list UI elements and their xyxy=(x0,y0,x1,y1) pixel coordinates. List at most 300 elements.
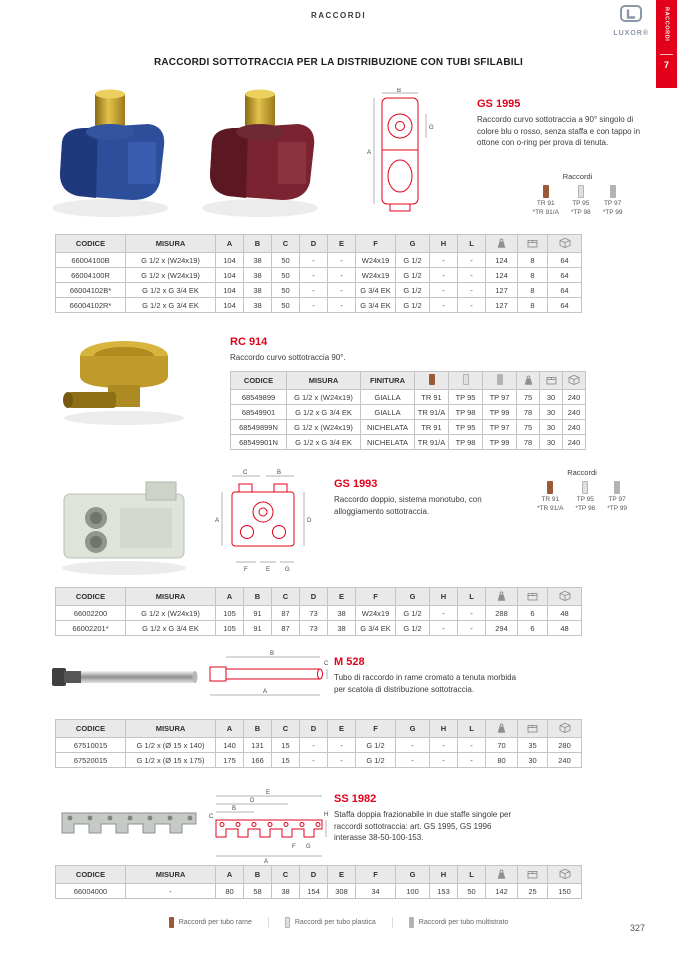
table-cell: W24x19 xyxy=(356,253,396,268)
table-cell: 105 xyxy=(216,606,244,621)
column-header: CODICE xyxy=(56,866,126,884)
table-cell: 150 xyxy=(548,884,582,899)
table-cell: - xyxy=(430,268,458,283)
table-cell: 8 xyxy=(518,268,548,283)
table-cell: - xyxy=(300,283,328,298)
column-header: L xyxy=(458,588,486,606)
brand-name: LUXOR® xyxy=(613,30,649,37)
table-cell: 38 xyxy=(244,298,272,313)
tube-multistrato-icon xyxy=(610,185,616,198)
legend-item-rame: Raccordi per tubo rame xyxy=(153,917,268,928)
rc914-spec-table xyxy=(230,371,586,450)
table-cell: 105 xyxy=(216,621,244,636)
table-cell: G 1/2 x G 3/4 EK xyxy=(126,283,216,298)
tube-multistrato-icon xyxy=(614,481,620,494)
table-cell: - xyxy=(396,753,430,768)
table-cell: 75 xyxy=(517,420,540,435)
legend-item-plastica: Raccordi per tubo plastica xyxy=(268,917,392,928)
product-photo-m528 xyxy=(48,648,203,706)
svg-text:G: G xyxy=(285,567,290,572)
column-header: D xyxy=(300,235,328,253)
weight-icon xyxy=(486,588,518,606)
column-header: CODICE xyxy=(56,235,126,253)
svg-text:B: B xyxy=(232,806,237,812)
column-header: D xyxy=(300,720,328,738)
column-header: C xyxy=(272,720,300,738)
table-cell: 66004000 xyxy=(56,884,126,899)
table-cell: 104 xyxy=(216,253,244,268)
carton-icon xyxy=(548,866,582,884)
technical-drawing-m528 xyxy=(204,645,332,707)
table-row xyxy=(56,753,582,768)
svg-text:B: B xyxy=(277,470,282,476)
column-header: L xyxy=(458,866,486,884)
table-cell: G 1/2 x (W24x19) xyxy=(126,606,216,621)
column-header: L xyxy=(458,720,486,738)
table-cell: 131 xyxy=(244,738,272,753)
raccordi-title: Raccordi xyxy=(567,468,597,477)
table-cell: G 1/2 xyxy=(396,606,430,621)
table-cell: 73 xyxy=(300,606,328,621)
table-cell: - xyxy=(458,253,486,268)
table-cell: 38 xyxy=(244,268,272,283)
product-description-rc914: Raccordo curvo sottotraccia 90°. xyxy=(230,353,346,362)
column-header: H xyxy=(430,588,458,606)
table-cell: 38 xyxy=(328,606,356,621)
table-cell: - xyxy=(458,606,486,621)
table-row xyxy=(56,298,582,313)
page-header: RACCORDI xyxy=(310,11,367,20)
table-cell: 78 xyxy=(517,435,540,450)
weight-icon xyxy=(517,372,540,390)
tube-rame-icon xyxy=(543,185,549,198)
table-cell: TR 91/A xyxy=(415,435,449,450)
table-cell: 175 xyxy=(216,753,244,768)
table-cell: G 1/2 x G 3/4 EK xyxy=(287,435,361,450)
column-header: B xyxy=(244,866,272,884)
table-cell: 140 xyxy=(216,738,244,753)
table-cell: TR 91 xyxy=(415,420,449,435)
column-header: D xyxy=(300,588,328,606)
page-title: RACCORDI SOTTOTRACCIA PER LA DISTRIBUZIONE CON TUBI SFILABILI xyxy=(153,57,524,68)
column-header: B xyxy=(244,235,272,253)
table-cell: 240 xyxy=(563,435,586,450)
svg-text:C: C xyxy=(209,814,214,820)
table-cell: 64 xyxy=(548,253,582,268)
tube-multistrato-icon xyxy=(483,372,517,390)
table-cell: 67510015 xyxy=(56,738,126,753)
svg-text:B: B xyxy=(397,88,402,94)
svg-text:A: A xyxy=(215,518,220,524)
column-header: G xyxy=(396,235,430,253)
column-header: F xyxy=(356,866,396,884)
table-row xyxy=(56,253,582,268)
table-cell: 166 xyxy=(244,753,272,768)
table-cell: NICHELATA xyxy=(361,435,415,450)
table-cell: 50 xyxy=(272,253,300,268)
column-header: G xyxy=(396,588,430,606)
table-cell: 30 xyxy=(540,420,563,435)
carton-icon xyxy=(548,235,582,253)
tube-plastica-icon xyxy=(578,185,584,198)
table-cell: G 1/2 xyxy=(356,753,396,768)
table-cell: 15 xyxy=(272,738,300,753)
table-cell: G 1/2 x G 3/4 EK xyxy=(287,405,361,420)
table-cell: - xyxy=(328,253,356,268)
table-cell: 294 xyxy=(486,621,518,636)
raccordi-item: TR 91 *TR 91/A xyxy=(537,481,563,514)
table-cell: 70 xyxy=(486,738,518,753)
column-header: B xyxy=(244,720,272,738)
box-icon xyxy=(518,720,548,738)
table-cell: - xyxy=(430,253,458,268)
column-header: CODICE xyxy=(231,372,287,390)
column-header: E xyxy=(328,720,356,738)
table-cell: 58 xyxy=(244,884,272,899)
product-photo-gs1995-red xyxy=(186,86,334,224)
table-cell: TP 97 xyxy=(483,390,517,405)
table-cell: 66002200 xyxy=(56,606,126,621)
table-cell: TP 99 xyxy=(483,435,517,450)
box-icon xyxy=(540,372,563,390)
column-header: MISURA xyxy=(126,235,216,253)
raccordi-item: TP 95 *TP 98 xyxy=(571,185,591,218)
table-row xyxy=(231,405,586,420)
product-photo-rc914 xyxy=(50,330,198,428)
table-cell: 68549899 xyxy=(231,390,287,405)
technical-drawing-gs1993 xyxy=(212,468,314,572)
table-cell: 127 xyxy=(486,283,518,298)
ss1982-spec-table xyxy=(55,865,582,899)
product-photo-gs1995-blue xyxy=(36,86,184,224)
table-header-row xyxy=(56,235,582,253)
tube-multistrato-icon xyxy=(409,917,414,928)
table-cell: 34 xyxy=(356,884,396,899)
table-cell: TP 95 xyxy=(449,390,483,405)
table-header-row xyxy=(56,588,582,606)
table-row xyxy=(56,606,582,621)
table-cell: - xyxy=(300,738,328,753)
table-cell: 153 xyxy=(430,884,458,899)
table-cell: G 1/2 xyxy=(356,738,396,753)
gs1993-spec-table xyxy=(55,587,582,636)
raccordi-title: Raccordi xyxy=(562,172,593,181)
table-cell: TP 99 xyxy=(483,405,517,420)
svg-text:F: F xyxy=(292,844,296,850)
product-photo-gs1993 xyxy=(50,468,198,578)
table-cell: 91 xyxy=(244,621,272,636)
table-cell: TR 91/A xyxy=(415,405,449,420)
table-cell: 30 xyxy=(540,405,563,420)
tube-rame-icon xyxy=(169,917,174,928)
table-cell: G 1/2 x (Ø 15 x 175) xyxy=(126,753,216,768)
svg-text:C: C xyxy=(324,661,329,667)
table-cell: 15 xyxy=(272,753,300,768)
table-cell: 78 xyxy=(517,405,540,420)
table-cell: - xyxy=(458,283,486,298)
column-header: MISURA xyxy=(126,588,216,606)
table-cell: 73 xyxy=(300,621,328,636)
table-cell: 25 xyxy=(518,884,548,899)
column-header: E xyxy=(328,588,356,606)
table-row xyxy=(56,738,582,753)
table-cell: 67520015 xyxy=(56,753,126,768)
product-code-rc914: RC 914 xyxy=(230,336,268,348)
table-cell: TP 95 xyxy=(449,420,483,435)
table-cell: - xyxy=(300,253,328,268)
table-cell: G 1/2 x (W24x19) xyxy=(287,390,361,405)
legend xyxy=(0,917,677,928)
table-cell: - xyxy=(430,738,458,753)
table-cell: - xyxy=(430,283,458,298)
box-icon xyxy=(518,866,548,884)
table-row xyxy=(56,283,582,298)
tube-plastica-icon xyxy=(582,481,588,494)
column-header: A xyxy=(216,588,244,606)
legend-item-multistrato: Raccordi per tubo multistrato xyxy=(392,917,524,928)
svg-text:H: H xyxy=(324,812,329,818)
svg-text:E: E xyxy=(266,567,271,572)
m528-spec-table xyxy=(55,719,582,768)
table-cell: 142 xyxy=(486,884,518,899)
table-cell: W24x19 xyxy=(356,606,396,621)
product-code-ss1982: SS 1982 xyxy=(334,793,377,805)
table-cell: 50 xyxy=(458,884,486,899)
product-info-rc914 xyxy=(230,336,560,364)
table-cell: 80 xyxy=(486,753,518,768)
table-cell: - xyxy=(458,621,486,636)
table-cell: 64 xyxy=(548,268,582,283)
table-cell: - xyxy=(430,753,458,768)
svg-text:B: B xyxy=(270,651,275,657)
table-cell: 124 xyxy=(486,268,518,283)
page-number: 327 xyxy=(629,923,645,933)
table-cell: G 1/2 x G 3/4 EK xyxy=(126,621,216,636)
table-cell: 6 xyxy=(518,621,548,636)
carton-icon xyxy=(563,372,586,390)
table-cell: 240 xyxy=(563,390,586,405)
table-cell: 8 xyxy=(518,253,548,268)
table-row xyxy=(56,621,582,636)
table-cell: G 1/2 xyxy=(396,268,430,283)
table-cell: - xyxy=(458,753,486,768)
column-header: H xyxy=(430,235,458,253)
table-cell: 50 xyxy=(272,268,300,283)
product-description-m528: Tubo di raccordo in rame cromato a tenuta morbida per scatola di distribuzione sottotraccia. xyxy=(334,673,517,694)
table-cell: 48 xyxy=(548,606,582,621)
carton-icon xyxy=(548,720,582,738)
table-row xyxy=(231,435,586,450)
svg-text:D: D xyxy=(307,518,312,524)
svg-text:A: A xyxy=(264,859,269,864)
table-cell: G 1/2 xyxy=(396,283,430,298)
raccordi-item: TR 91 *TR 91/A xyxy=(533,185,559,218)
table-cell: 127 xyxy=(486,298,518,313)
svg-text:E: E xyxy=(266,790,271,796)
table-cell: G 1/2 x (Ø 15 x 140) xyxy=(126,738,216,753)
tube-rame-icon xyxy=(547,481,553,494)
table-cell: 8 xyxy=(518,298,548,313)
table-cell: - xyxy=(430,298,458,313)
column-header: C xyxy=(272,588,300,606)
column-header: G xyxy=(396,866,430,884)
column-header: MISURA xyxy=(126,866,216,884)
table-cell: TP 98 xyxy=(449,405,483,420)
table-cell: G 1/2 xyxy=(396,621,430,636)
svg-text:A: A xyxy=(367,150,372,156)
svg-text:C: C xyxy=(243,470,248,476)
table-cell: - xyxy=(328,268,356,283)
product-info-gs1993 xyxy=(334,478,509,517)
table-cell: - xyxy=(300,753,328,768)
column-header: MISURA xyxy=(126,720,216,738)
table-cell: G 1/2 xyxy=(396,298,430,313)
table-cell: 68549901 xyxy=(231,405,287,420)
table-cell: 30 xyxy=(540,435,563,450)
raccordi-item: TP 97 *TP 99 xyxy=(603,185,623,218)
svg-text:F: F xyxy=(244,567,248,572)
table-cell: G 1/2 x (W24x19) xyxy=(287,420,361,435)
product-info-ss1982 xyxy=(334,793,524,844)
table-cell: TP 98 xyxy=(449,435,483,450)
table-row xyxy=(231,420,586,435)
tube-plastica-icon xyxy=(449,372,483,390)
table-cell: 64 xyxy=(548,298,582,313)
table-cell: G 1/2 x (W24x19) xyxy=(126,253,216,268)
column-header: D xyxy=(300,866,328,884)
table-cell: 50 xyxy=(272,283,300,298)
column-header: A xyxy=(216,720,244,738)
table-cell: - xyxy=(396,738,430,753)
column-header: CODICE xyxy=(56,720,126,738)
column-header: B xyxy=(244,588,272,606)
gs1995-spec-table xyxy=(55,234,582,313)
column-header: A xyxy=(216,866,244,884)
table-row xyxy=(231,390,586,405)
product-info-gs1995 xyxy=(477,98,649,149)
table-header-row xyxy=(56,720,582,738)
table-cell: 240 xyxy=(563,420,586,435)
table-row xyxy=(56,884,582,899)
column-header: CODICE xyxy=(56,588,126,606)
table-cell: - xyxy=(328,283,356,298)
product-code-gs1993: GS 1993 xyxy=(334,478,378,490)
compatible-raccordi-gs1993 xyxy=(512,468,652,514)
product-code-m528: M 528 xyxy=(334,656,365,668)
column-header: F xyxy=(356,720,396,738)
table-cell: 38 xyxy=(244,253,272,268)
table-cell: - xyxy=(458,298,486,313)
svg-text:G: G xyxy=(429,125,434,131)
chapter-tab-label: RACCORDI xyxy=(663,7,670,42)
table-cell: G 3/4 EK xyxy=(356,283,396,298)
table-cell: - xyxy=(458,268,486,283)
product-photo-ss1982 xyxy=(52,793,207,851)
table-cell: W24x19 xyxy=(356,268,396,283)
table-cell: 66004102R* xyxy=(56,298,126,313)
column-header: G xyxy=(396,720,430,738)
column-header: H xyxy=(430,720,458,738)
table-cell: 240 xyxy=(563,405,586,420)
column-header: C xyxy=(272,235,300,253)
table-cell: 154 xyxy=(300,884,328,899)
column-header: FINITURA xyxy=(361,372,415,390)
carton-icon xyxy=(548,588,582,606)
table-cell: 6 xyxy=(518,606,548,621)
table-cell: 8 xyxy=(518,283,548,298)
table-cell: 87 xyxy=(272,606,300,621)
table-cell: - xyxy=(300,268,328,283)
table-cell: 66004100B xyxy=(56,253,126,268)
table-cell: 104 xyxy=(216,268,244,283)
table-cell: 66002201* xyxy=(56,621,126,636)
table-cell: G 1/2 xyxy=(396,253,430,268)
table-cell: - xyxy=(430,621,458,636)
column-header: F xyxy=(356,588,396,606)
table-cell: - xyxy=(458,738,486,753)
table-cell: 66004102B* xyxy=(56,283,126,298)
product-description-gs1993: Raccordo doppio, sistema monotubo, con alloggiamento sottotraccia. xyxy=(334,495,482,516)
svg-text:G: G xyxy=(306,844,311,850)
table-cell: - xyxy=(300,298,328,313)
table-cell: TR 91 xyxy=(415,390,449,405)
table-header-row xyxy=(56,866,582,884)
product-code-gs1995: GS 1995 xyxy=(477,98,521,110)
table-cell: - xyxy=(328,753,356,768)
table-cell: 64 xyxy=(548,283,582,298)
table-cell: 87 xyxy=(272,621,300,636)
column-header: E xyxy=(328,866,356,884)
chapter-tab xyxy=(656,0,677,88)
raccordi-item: TP 95 *TP 98 xyxy=(575,481,595,514)
table-cell: 100 xyxy=(396,884,430,899)
column-header: H xyxy=(430,866,458,884)
column-header: C xyxy=(272,866,300,884)
svg-text:D: D xyxy=(250,798,255,804)
table-cell: GIALLA xyxy=(361,390,415,405)
table-cell: 35 xyxy=(518,738,548,753)
column-header: E xyxy=(328,235,356,253)
table-cell: 68549901N xyxy=(231,435,287,450)
svg-text:A: A xyxy=(263,689,268,695)
table-cell: 80 xyxy=(216,884,244,899)
table-cell: 124 xyxy=(486,253,518,268)
table-cell: 38 xyxy=(244,283,272,298)
technical-drawing-gs1995 xyxy=(348,88,456,220)
table-cell: 104 xyxy=(216,298,244,313)
table-cell: 240 xyxy=(548,753,582,768)
table-cell: 91 xyxy=(244,606,272,621)
table-cell: 68549899N xyxy=(231,420,287,435)
raccordi-item: TP 97 *TP 99 xyxy=(607,481,627,514)
table-cell: G 3/4 EK xyxy=(356,621,396,636)
table-cell: G 3/4 EK xyxy=(356,298,396,313)
column-header: L xyxy=(458,235,486,253)
table-cell: 50 xyxy=(272,298,300,313)
column-header: A xyxy=(216,235,244,253)
table-cell: GIALLA xyxy=(361,405,415,420)
table-cell: 38 xyxy=(328,621,356,636)
table-cell: 66004100R xyxy=(56,268,126,283)
table-cell: G 1/2 x (W24x19) xyxy=(126,268,216,283)
table-cell: - xyxy=(328,738,356,753)
table-row xyxy=(56,268,582,283)
tube-rame-icon xyxy=(415,372,449,390)
table-cell: TP 97 xyxy=(483,420,517,435)
table-cell: - xyxy=(126,884,216,899)
product-description-gs1995: Raccordo curvo sottotraccia a 90° singolo di colore blu o rosso, senza staffa e con tappo in ottone con o-ring per prova di tenuta. xyxy=(477,115,641,148)
box-icon xyxy=(518,235,548,253)
